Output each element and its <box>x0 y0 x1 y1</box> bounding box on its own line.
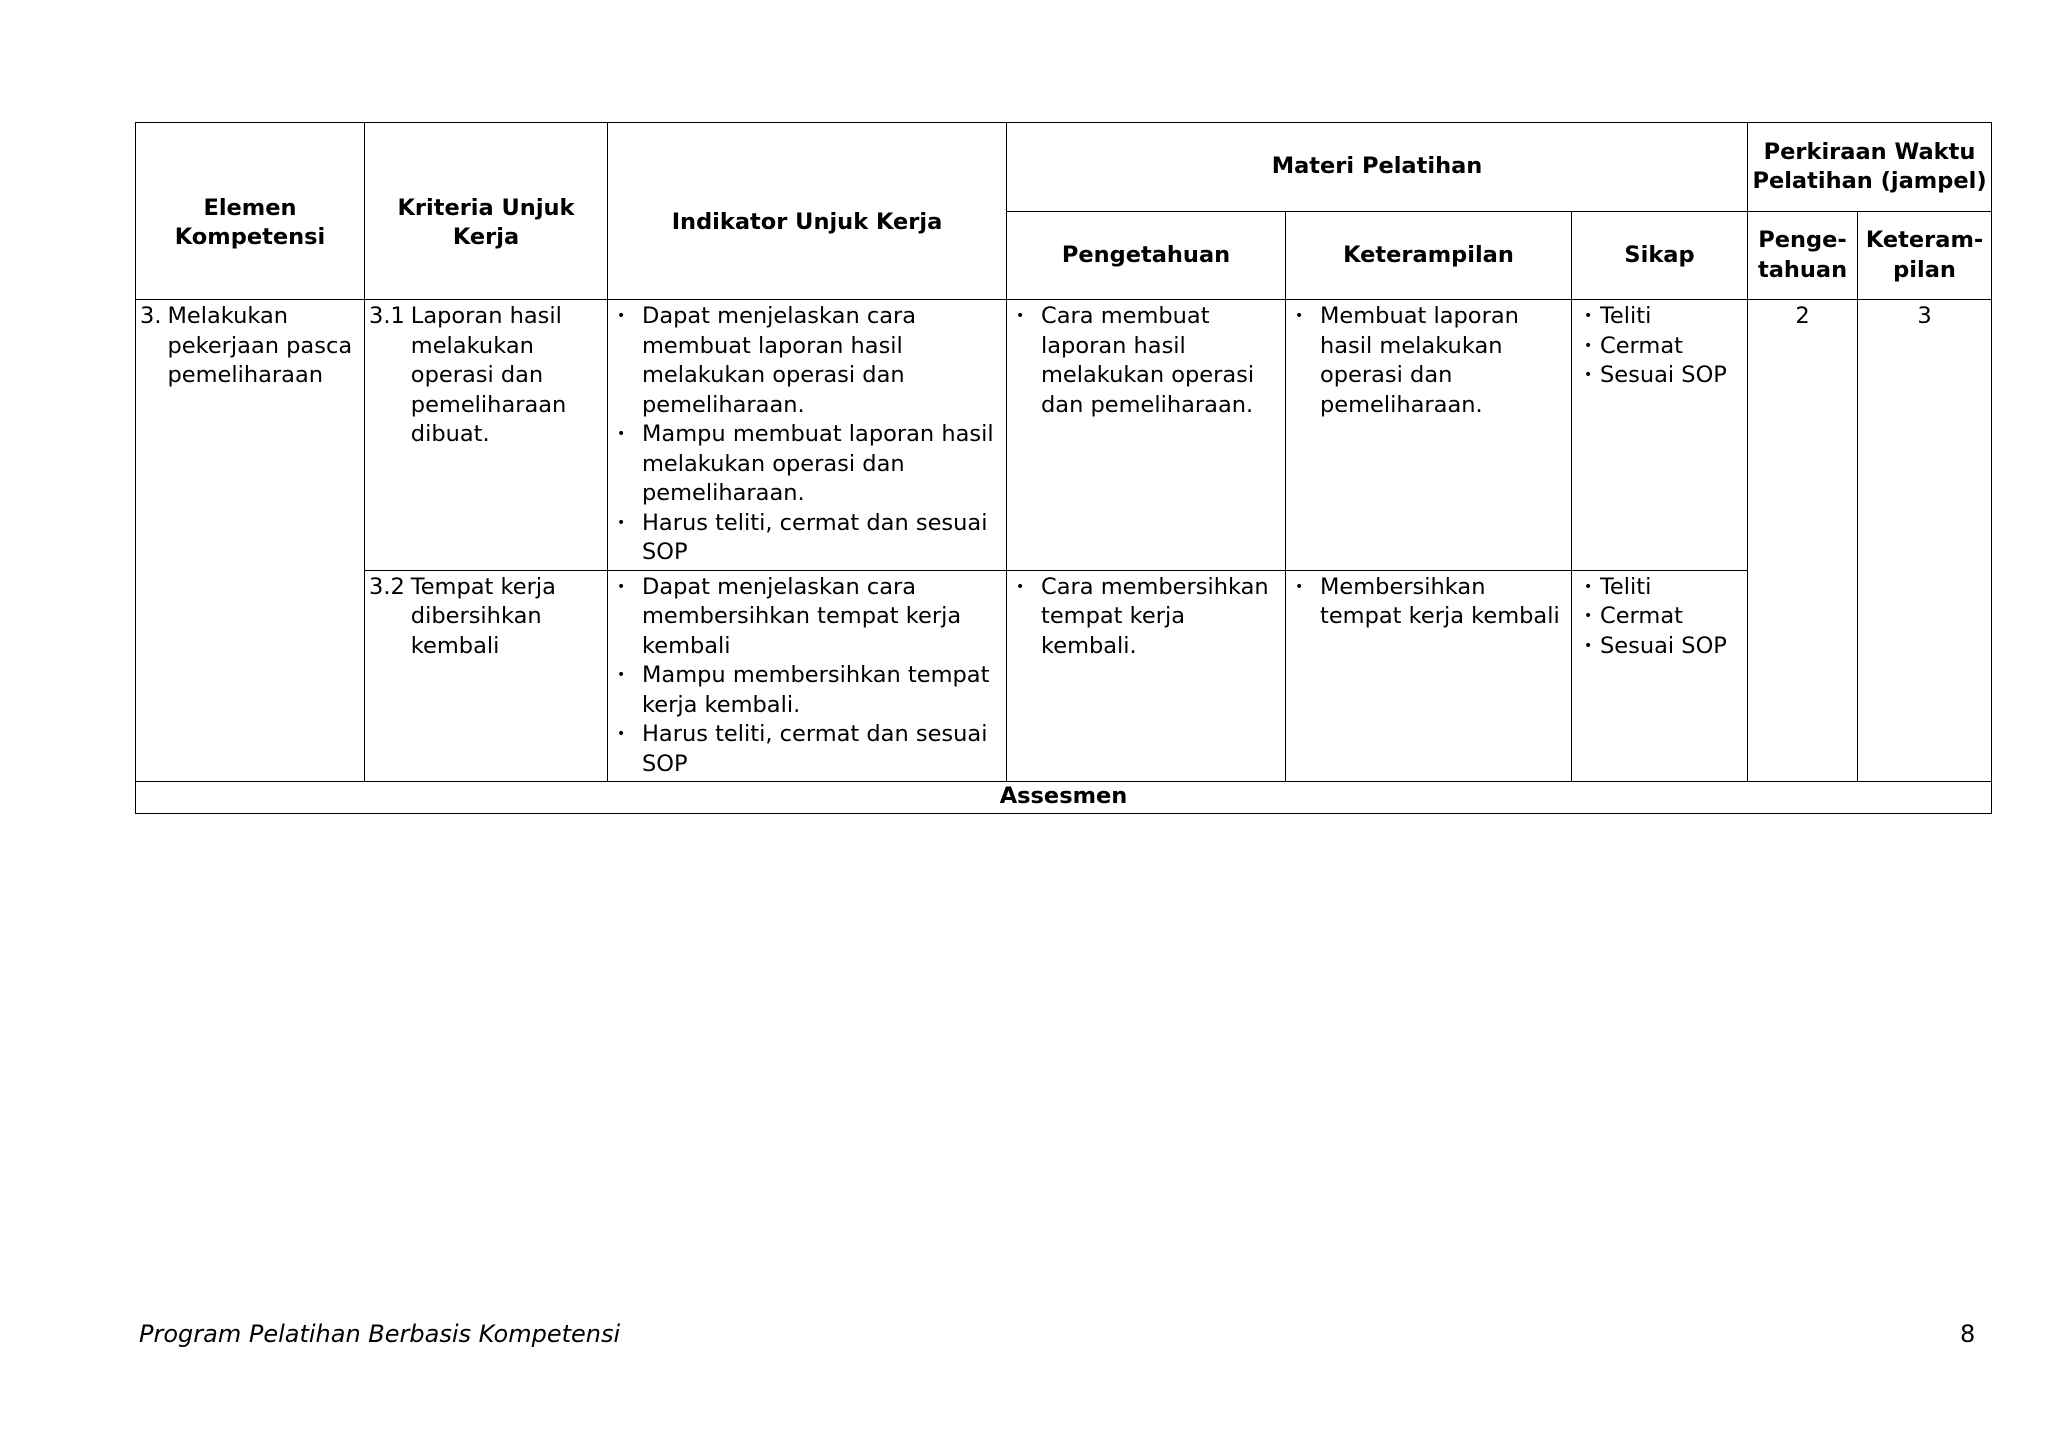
footer-program-title: Program Pelatihan Berbasis Kompetensi <box>139 1320 621 1348</box>
header-sikap: Sikap <box>1572 212 1748 300</box>
waktu-keterampilan: 3 <box>1858 300 1992 782</box>
header-perkiraan: Perkiraan Waktu Pelatihan (jampel) <box>1748 123 1992 212</box>
indikator-cell <box>608 300 1007 571</box>
kuk-cell <box>365 300 608 571</box>
list-item: • Dapat menjelaskan cara membuat laporan hasil melakukan operasi dan pemeliharaan. <box>612 302 1002 420</box>
kuk-number: 3.2 <box>369 573 405 600</box>
list-item: • Harus teliti, cermat dan sesuai SOP <box>612 720 1002 779</box>
pengetahuan-cell <box>1007 570 1286 782</box>
list-item: • Sesuai SOP <box>1576 361 1743 391</box>
list-item: • Mampu membuat laporan hasil melakukan operasi dan pemeliharaan. <box>612 420 1002 509</box>
list-item: • Cermat <box>1576 332 1743 362</box>
list-item: • Cara membuat laporan hasil melakukan operasi dan pemeliharaan. <box>1011 302 1281 420</box>
sikap-cell <box>1572 300 1748 571</box>
header-kriteria: Kriteria Unjuk Kerja <box>365 123 608 300</box>
list-item: • Mampu membersihkan tempat kerja kembali. <box>612 661 1002 720</box>
table-row <box>136 570 1992 782</box>
list-item: • Teliti <box>1576 302 1743 332</box>
table-row <box>136 300 1992 571</box>
list-item: • Cara membersihkan tempat kerja kembali. <box>1011 573 1281 662</box>
element-cell <box>136 300 365 782</box>
pengetahuan-cell <box>1007 300 1286 571</box>
list-item: • Sesuai SOP <box>1576 632 1743 662</box>
kuk-text: Laporan hasil melakukan operasi dan pemeliharaan dibuat. <box>410 303 567 447</box>
page-number: 8 <box>1960 1320 1976 1348</box>
list-item: • Dapat menjelaskan cara membersihkan tempat kerja kembali <box>612 573 1002 662</box>
header-indikator: Indikator Unjuk Kerja <box>608 123 1007 300</box>
assesmen-row: Assesmen <box>136 782 1992 814</box>
list-item: • Teliti <box>1576 573 1743 603</box>
header-keterampilan: Keterampilan <box>1286 212 1572 300</box>
header-materi: Materi Pelatihan <box>1007 123 1748 212</box>
kuk-number: 3.1 <box>369 303 405 329</box>
list-item: • Cermat <box>1576 602 1743 632</box>
kuk-text: Tempat kerja dibersihkan kembali <box>410 573 556 659</box>
element-label: Melakukan pekerjaan pasca pemeliharaan <box>167 303 353 388</box>
keterampilan-cell <box>1286 570 1572 782</box>
header-waktu-keterampilan: Keteram- pilan <box>1858 212 1992 300</box>
header-waktu-pengetahuan: Penge- tahuan <box>1748 212 1858 300</box>
indikator-cell <box>608 570 1007 782</box>
waktu-pengetahuan: 2 <box>1748 300 1858 782</box>
competency-table <box>135 122 1992 814</box>
kuk-cell <box>365 570 608 782</box>
list-item: • Harus teliti, cermat dan sesuai SOP <box>612 509 1002 568</box>
header-pengetahuan: Pengetahuan <box>1007 212 1286 300</box>
header-elemen: Elemen Kompetensi <box>136 123 365 300</box>
element-number: 3. <box>140 303 162 329</box>
keterampilan-cell <box>1286 300 1572 571</box>
list-item: • Membersihkan tempat kerja kembali <box>1290 573 1567 632</box>
sikap-cell <box>1572 570 1748 782</box>
list-item: • Membuat laporan hasil melakukan operasi dan pemeliharaan. <box>1290 302 1567 420</box>
